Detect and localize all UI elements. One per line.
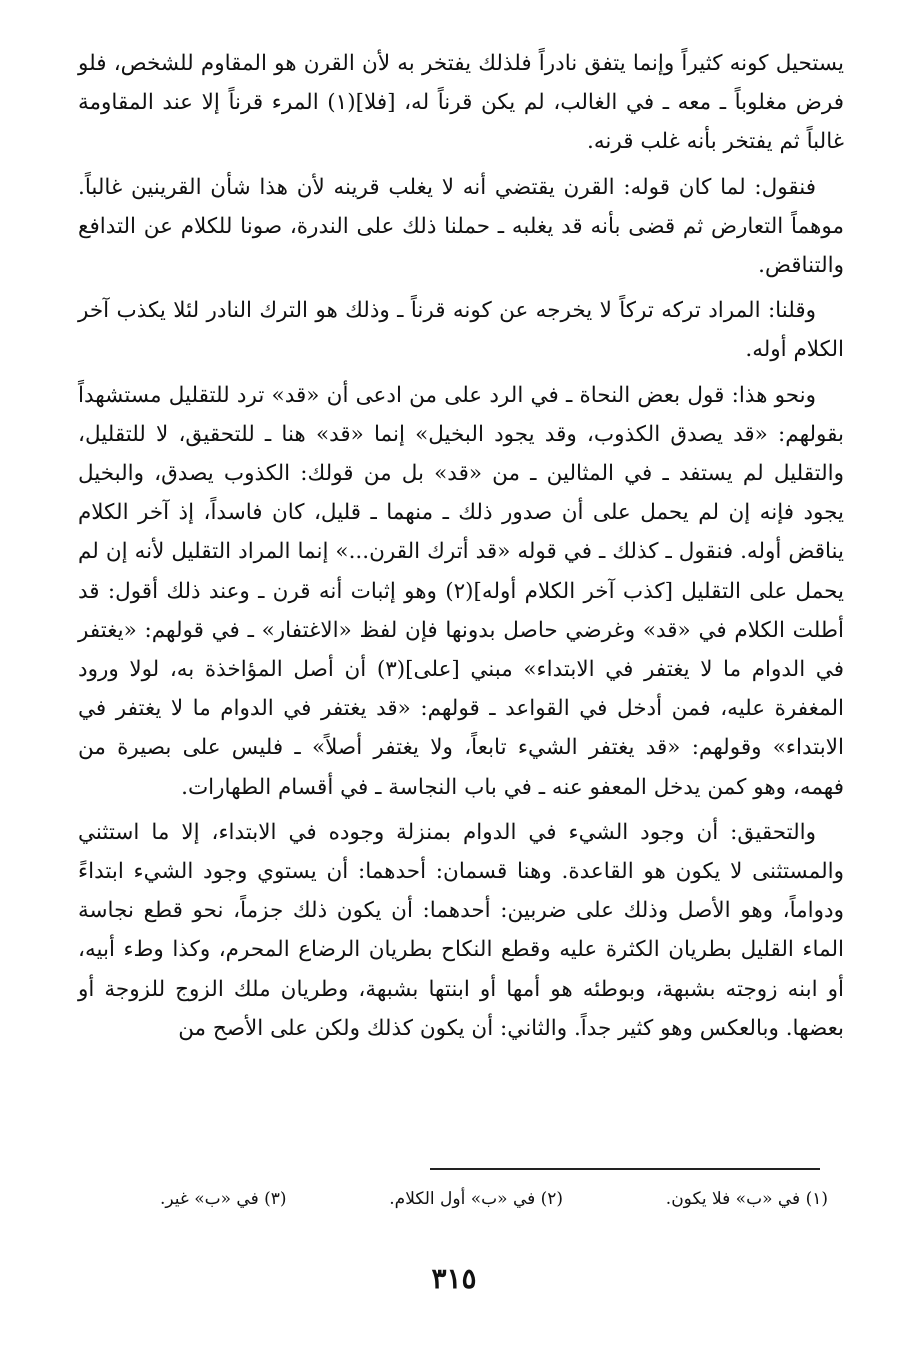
paragraph-3: وقلنا: المراد تركه تركاً لا يخرجه عن كونه قرناً ـ وذلك هو الترك النادر لئلا يكذب آخر الكلام أوله. [78, 298, 844, 363]
footnote-1: (١) في «ب» فلا يكون. [665, 1189, 828, 1209]
footnote-divider [430, 1168, 820, 1170]
page-body [78, 44, 844, 1054]
paragraph-4: ونحو هذا: قول بعض النحاة ـ في الرد على من ادعى أن «قد» ترد للتقليل مستشهداً بقولهم: «قد يصدق الكذوب، وقد يجود البخيل» إنما «قد» هنا ـ للتحقيق، لا للتقليل، والتقليل لم يستفد ـ في المثالين ـ من «قد» بل من قولك: الكذوب يصدق، والبخيل يجود فإنه إن لم يحمل على أن صدور ذلك ـ منهما ـ قليل، كان فاسداً، إذ آخر الكلام يناقض أوله. فنقول ـ كذلك ـ في قوله «قد أترك القرن...» إنما المراد التقليل لأنه إن لم يحمل على التقليل [كذب آخر الكلام أوله](٢) وهو إثبات أنه قرن ـ وعند ذلك أقول: قد أطلت الكلام في «قد» وغرضي حاصل بدونها فإن لفظ «الاغتفار» ـ في قولهم: «يغتفر في الدوام ما لا يغتفر في الابتداء» مبني [على](٣) أن أصل المؤاخذة به، لولا ورود المغفرة عليه، فمن أدخل في القواعد ـ قولهم: «قد يغتفر في الدوام ما لا يغتفر في الابتداء» وقولهم: «قد يغتفر الشيء تابعاً، ولا يغتفر أصلاً» ـ فليس على بصيرة من فهمه، وهو كمن يدخل المعفو عنه ـ في باب النجاسة ـ في أقسام الطهارات. [78, 382, 845, 800]
footnote-2: (٢) في «ب» أول الكلام. [389, 1189, 564, 1209]
paragraph-1: يستحيل كونه كثيراً وإنما يتفق نادراً فلذلك يفتخر به لأن القرن هو المقاوم للشخص، فلو فرض مغلوباً ـ معه ـ في الغالب، لم يكن قرناً له، [فلا](١) المرء قرناً إلا عند المقاومة غالباً ثم يفتخر بأنه غلب قرنه. [78, 51, 844, 155]
footnotes [160, 1186, 828, 1212]
paragraph-2: فنقول: لما كان قوله: القرن يقتضي أنه لا يغلب قرينه لأن هذا شأن القرينين غالباً. موهماً التعارض ثم قضى بأنه قد يغلبه ـ حملنا ذلك على الندرة، صونا للكلام عن التدافع والتناقض. [78, 174, 844, 279]
page-number: ٣١٥ [431, 1262, 477, 1295]
footnote-3: (٣) في «ب» غير. [160, 1189, 287, 1209]
paragraph-5: والتحقيق: أن وجود الشيء في الدوام بمنزلة وجوده في الابتداء، إلا ما استثني والمستثنى لا يكون هو القاعدة. وهنا قسمان: أحدهما: أن يستوي وجود الشيء ابتداءً ودواماً، وهو الأصل وذلك على ضربين: أحدهما: أن يكون ذلك جزماً، نحو قطع نجاسة الماء القليل بطريان الكثرة عليه وقطع النكاح بطريان الرضاع المحرم، وكذا وطء أبيه، أو ابنه زوجته بشبهة، وبوطئه هو أمها أو ابنتها بشبهة، وطريان ملك الزوج للزوجة أو بعضها. وبالعكس وهو كثير جداً. والثاني: أن يكون كذلك ولكن على الأصح من [78, 819, 844, 1041]
